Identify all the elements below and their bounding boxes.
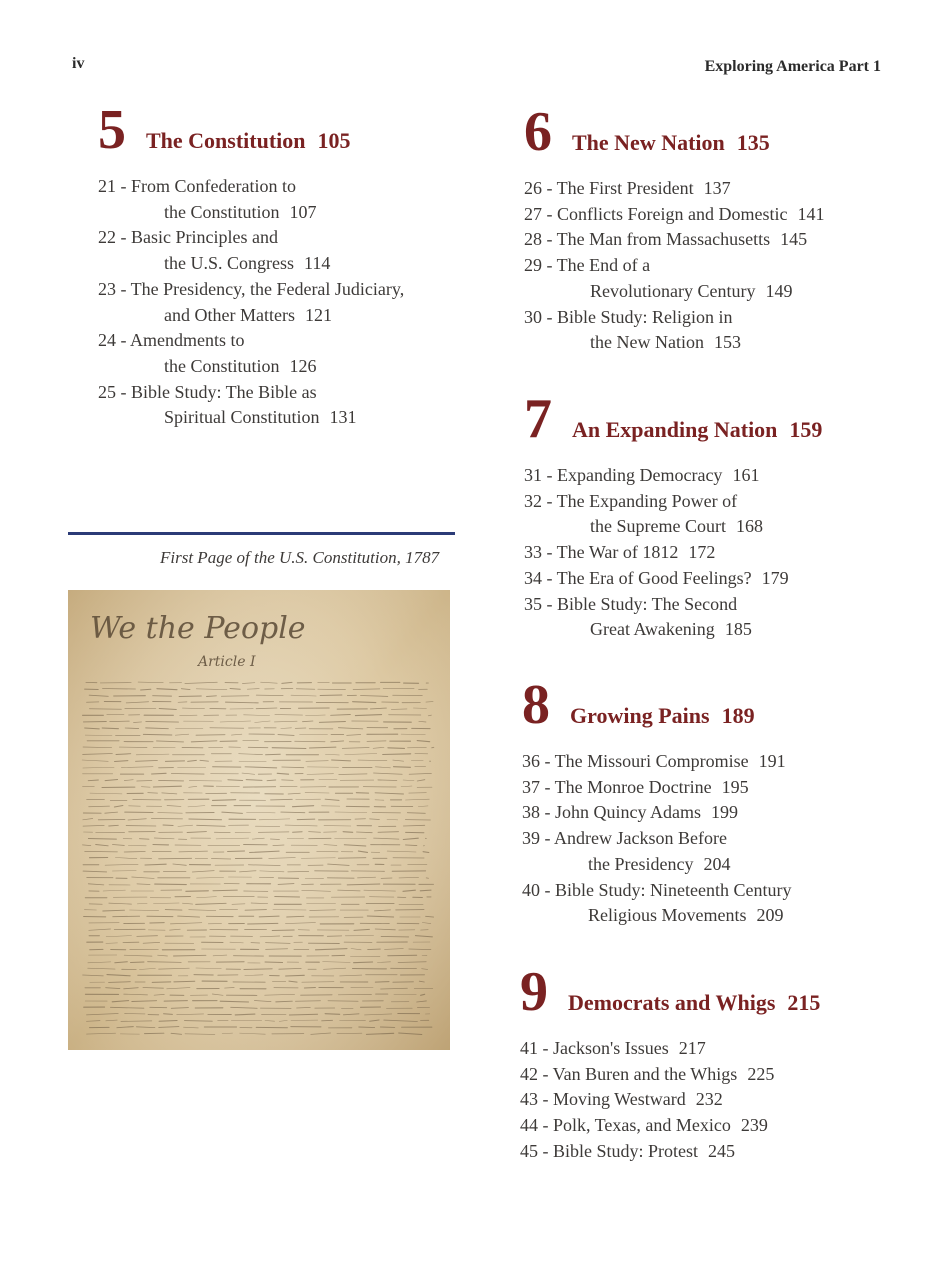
- handwriting-stroke: [383, 754, 411, 755]
- lesson-list: [524, 463, 944, 643]
- handwriting-stroke: [186, 891, 209, 892]
- handwriting-stroke: [256, 695, 283, 696]
- handwriting-stroke: [296, 689, 315, 690]
- unit-6: [524, 101, 944, 356]
- handwriting-stroke: [148, 793, 158, 794]
- lesson-entry: [522, 800, 942, 826]
- lesson-page-number: 168: [735, 516, 763, 537]
- unit-page-number: 159: [789, 417, 823, 442]
- lesson-title: 41 - Jackson's Issues: [520, 1038, 669, 1058]
- lesson-page-number: 161: [732, 465, 760, 485]
- figure-caption: First Page of the U.S. Constitution, 1787: [160, 548, 440, 567]
- we-the-people-script: We the People: [90, 611, 306, 646]
- handwriting-stroke: [124, 852, 145, 853]
- lesson-title-continued: the Presidency: [588, 853, 694, 874]
- lesson-title: 42 - Van Buren and the Whigs: [520, 1063, 738, 1084]
- handwriting-stroke: [88, 839, 116, 840]
- handwriting-stroke: [125, 728, 139, 729]
- handwriting-stroke: [378, 780, 397, 781]
- lesson-page-number: 126: [289, 355, 317, 376]
- lesson-title-continued: the Supreme Court: [590, 516, 726, 537]
- handwriting-stroke: [210, 728, 244, 729]
- handwriting-stroke: [378, 832, 399, 833]
- handwriting-stroke: [228, 851, 245, 852]
- lesson-page-number: 137: [703, 178, 731, 198]
- handwriting-stroke: [143, 734, 171, 735]
- handwriting-stroke: [159, 858, 192, 859]
- handwriting-stroke: [420, 890, 431, 891]
- lesson-entry: [520, 1087, 940, 1113]
- handwriting-stroke: [211, 859, 230, 860]
- lesson-entry: [98, 277, 518, 328]
- lesson-title: 26 - The First President: [524, 178, 694, 198]
- lesson-title-continued: and Other Matters: [164, 304, 295, 325]
- handwriting-stroke: [343, 832, 353, 833]
- handwriting-stroke: [159, 780, 184, 781]
- handwriting-stroke: [213, 800, 236, 801]
- unit-page-number: 215: [787, 990, 821, 1015]
- handwriting-stroke: [432, 747, 434, 748]
- running-head: Exploring America Part 1: [704, 58, 881, 75]
- lesson-entry: [522, 878, 942, 929]
- lesson-entry: [524, 176, 944, 202]
- lesson-title: 45 - Bible Study: Protest: [520, 1140, 699, 1161]
- unit-title: The Constitution: [146, 128, 306, 153]
- lesson-title: 37 - The Monroe Doctrine: [522, 776, 712, 797]
- handwriting-stroke: [85, 851, 118, 852]
- handwriting-stroke: [164, 1001, 187, 1002]
- handwriting-stroke: [179, 696, 201, 697]
- lesson-title-continued: the U.S. Congress: [164, 253, 294, 274]
- handwriting-stroke: [381, 936, 409, 937]
- handwriting-stroke: [388, 748, 405, 749]
- handwriting-stroke: [189, 819, 222, 820]
- handwriting-stroke: [375, 982, 389, 983]
- lesson-page-number: 141: [797, 203, 825, 224]
- handwriting-stroke: [121, 1021, 152, 1022]
- lesson-title-continued: Great Awakening: [590, 619, 715, 640]
- lesson-title: 28 - The Man from Massachusetts: [524, 229, 771, 250]
- lesson-entry: [98, 225, 518, 276]
- lesson-title: 32 - The Expanding Power of: [524, 490, 738, 511]
- unit-9: [520, 961, 940, 1165]
- handwriting-stroke: [164, 1014, 173, 1015]
- handwriting-stroke: [304, 988, 315, 989]
- handwriting-stroke: [248, 923, 278, 924]
- lesson-entry: [98, 174, 518, 225]
- lesson-title: 22 - Basic Principles and: [98, 227, 278, 248]
- unit-page-number: 189: [721, 703, 755, 728]
- lesson-page-number: 179: [761, 567, 789, 588]
- handwriting-stroke: [245, 910, 266, 911]
- handwriting-stroke: [288, 871, 309, 872]
- lesson-title: 40 - Bible Study: Nineteenth Century: [522, 879, 792, 900]
- handwriting-stroke: [165, 910, 182, 911]
- lesson-title: 33 - The War of 1812: [524, 542, 679, 563]
- lesson-page-number: 131: [329, 407, 357, 428]
- handwriting-stroke: [140, 839, 149, 840]
- handwriting-stroke: [165, 761, 184, 762]
- handwriting-stroke: [359, 1027, 375, 1028]
- lesson-title-continued: the Constitution: [164, 201, 280, 222]
- lesson-title-continued: the New Nation: [590, 332, 704, 353]
- lesson-list: [98, 174, 518, 431]
- lesson-entry: [522, 826, 942, 877]
- handwriting-stroke: [394, 767, 411, 768]
- lesson-title-continued: Spiritual Constitution: [164, 407, 320, 428]
- lesson-page-number: 153: [713, 332, 741, 353]
- lesson-list: [522, 749, 942, 929]
- lesson-entry: [520, 1036, 940, 1062]
- handwriting-stroke: [185, 1021, 213, 1022]
- handwriting-stroke: [388, 955, 417, 956]
- lesson-title: 36 - The Missouri Compromise: [522, 751, 749, 771]
- lesson-title-continued: the Constitution: [164, 355, 280, 376]
- lesson-entry: [98, 380, 518, 431]
- lesson-page-number: 191: [758, 751, 786, 771]
- lesson-title: 44 - Polk, Texas, and Mexico: [520, 1115, 731, 1136]
- lesson-entry: [524, 227, 944, 253]
- lesson-page-number: 245: [708, 1140, 736, 1161]
- unit-title: The New Nation: [572, 130, 725, 155]
- handwriting-stroke: [152, 982, 171, 983]
- lesson-title: 24 - Amendments to: [98, 330, 245, 351]
- lesson-page-number: 199: [711, 802, 738, 823]
- lesson-entry: [524, 489, 944, 540]
- page-number: iv: [72, 55, 85, 72]
- handwriting-stroke: [102, 728, 118, 729]
- lesson-list: [524, 176, 944, 356]
- handwriting-stroke: [266, 754, 281, 755]
- handwriting-stroke: [113, 916, 140, 917]
- handwriting-stroke: [325, 1014, 340, 1015]
- constitution-manuscript: [68, 590, 450, 1050]
- handwriting-stroke: [328, 1001, 358, 1002]
- lesson-entry: [520, 1062, 940, 1088]
- lesson-entry: [524, 566, 944, 592]
- handwriting-stroke: [354, 962, 373, 963]
- lesson-entry: [98, 328, 518, 379]
- lesson-entry: [524, 592, 944, 643]
- handwriting-stroke: [196, 735, 225, 736]
- lesson-page-number: 149: [765, 280, 793, 301]
- lesson-page-number: 121: [304, 304, 332, 325]
- lesson-title: 21 - From Confederation to: [98, 176, 296, 196]
- handwriting-stroke: [297, 819, 315, 820]
- lesson-page-number: 107: [289, 201, 317, 222]
- lesson-title-continued: Revolutionary Century: [590, 280, 756, 301]
- lesson-entry: [520, 1139, 940, 1165]
- unit-8: [522, 674, 942, 929]
- lesson-title: 39 - Andrew Jackson Before: [522, 828, 727, 849]
- lesson-title: 30 - Bible Study: Religion in: [524, 306, 733, 327]
- handwriting-stroke: [131, 962, 145, 963]
- lesson-page-number: 185: [724, 619, 752, 640]
- article-one-script: Article I: [198, 654, 256, 670]
- handwriting-stroke: [320, 695, 342, 696]
- lesson-page-number: 195: [721, 776, 749, 797]
- handwriting-stroke: [322, 1020, 333, 1021]
- handwriting-stroke: [174, 981, 195, 982]
- handwriting-stroke: [265, 962, 283, 963]
- handwriting-stroke: [368, 949, 381, 950]
- handwriting-stroke: [213, 890, 237, 891]
- unit-page-number: 105: [317, 128, 351, 153]
- lesson-list: [520, 1036, 940, 1165]
- handwriting-stroke: [152, 773, 167, 774]
- handwriting-stroke: [272, 930, 294, 931]
- unit-7: [524, 388, 944, 643]
- lesson-page-number: 209: [756, 905, 784, 926]
- constitution-image: [68, 590, 450, 1050]
- lesson-title: 34 - The Era of Good Feelings?: [524, 567, 752, 588]
- handwriting-stroke: [286, 975, 305, 976]
- lesson-title: 31 - Expanding Democracy: [524, 465, 723, 485]
- lesson-entry: [524, 463, 944, 489]
- lesson-entry: [524, 253, 944, 304]
- lesson-entry: [520, 1113, 940, 1139]
- lesson-title: 35 - Bible Study: The Second: [524, 593, 738, 614]
- unit-number: 7: [524, 388, 552, 450]
- handwriting-stroke: [338, 858, 365, 859]
- unit-heading: [520, 961, 940, 1026]
- handwriting-stroke: [171, 774, 204, 775]
- unit-number: 8: [522, 674, 550, 736]
- unit-number: 5: [98, 99, 126, 161]
- lesson-entry: [524, 305, 944, 356]
- unit-title: An Expanding Nation: [572, 417, 778, 442]
- unit-title: Growing Pains: [570, 703, 710, 728]
- lesson-entry: [524, 540, 944, 566]
- unit-5: [98, 99, 518, 431]
- unit-heading: [524, 101, 944, 166]
- unit-number: 6: [524, 101, 552, 163]
- figure-divider: [68, 532, 455, 535]
- unit-heading: [522, 674, 942, 739]
- unit-page-number: 135: [736, 130, 770, 155]
- lesson-title: 38 - John Quincy Adams: [522, 802, 701, 823]
- handwriting-stroke: [163, 825, 173, 826]
- lesson-page-number: 217: [678, 1038, 706, 1058]
- unit-title: Democrats and Whigs: [568, 990, 776, 1015]
- lesson-title: 27 - Conflicts Foreign and Domestic: [524, 203, 788, 224]
- lesson-title: 23 - The Presidency, the Federal Judiciary,: [98, 278, 405, 299]
- lesson-title: 29 - The End of a: [524, 255, 651, 276]
- lesson-page-number: 204: [703, 853, 731, 874]
- handwriting-stroke: [275, 897, 300, 898]
- lesson-title: 25 - Bible Study: The Bible as: [98, 381, 317, 402]
- lesson-title-continued: Religious Movements: [588, 905, 747, 926]
- handwriting-stroke: [103, 689, 136, 690]
- handwriting-stroke: [155, 884, 187, 885]
- lesson-page-number: 172: [688, 542, 716, 563]
- handwriting-stroke: [367, 741, 386, 742]
- handwriting-stroke: [110, 721, 130, 722]
- handwriting-stroke: [137, 781, 152, 782]
- lesson-page-number: 225: [747, 1063, 775, 1084]
- lesson-entry: [524, 202, 944, 228]
- lesson-entry: [522, 749, 942, 775]
- lesson-entry: [522, 775, 942, 801]
- unit-number: 9: [520, 961, 548, 1023]
- lesson-page-number: 145: [780, 229, 808, 250]
- lesson-title: 43 - Moving Westward: [520, 1089, 686, 1110]
- lesson-page-number: 232: [695, 1089, 723, 1110]
- unit-heading: [524, 388, 944, 453]
- lesson-page-number: 239: [740, 1115, 768, 1136]
- unit-heading: [98, 99, 518, 164]
- lesson-page-number: 114: [304, 253, 331, 274]
- handwriting-stroke: [281, 812, 305, 813]
